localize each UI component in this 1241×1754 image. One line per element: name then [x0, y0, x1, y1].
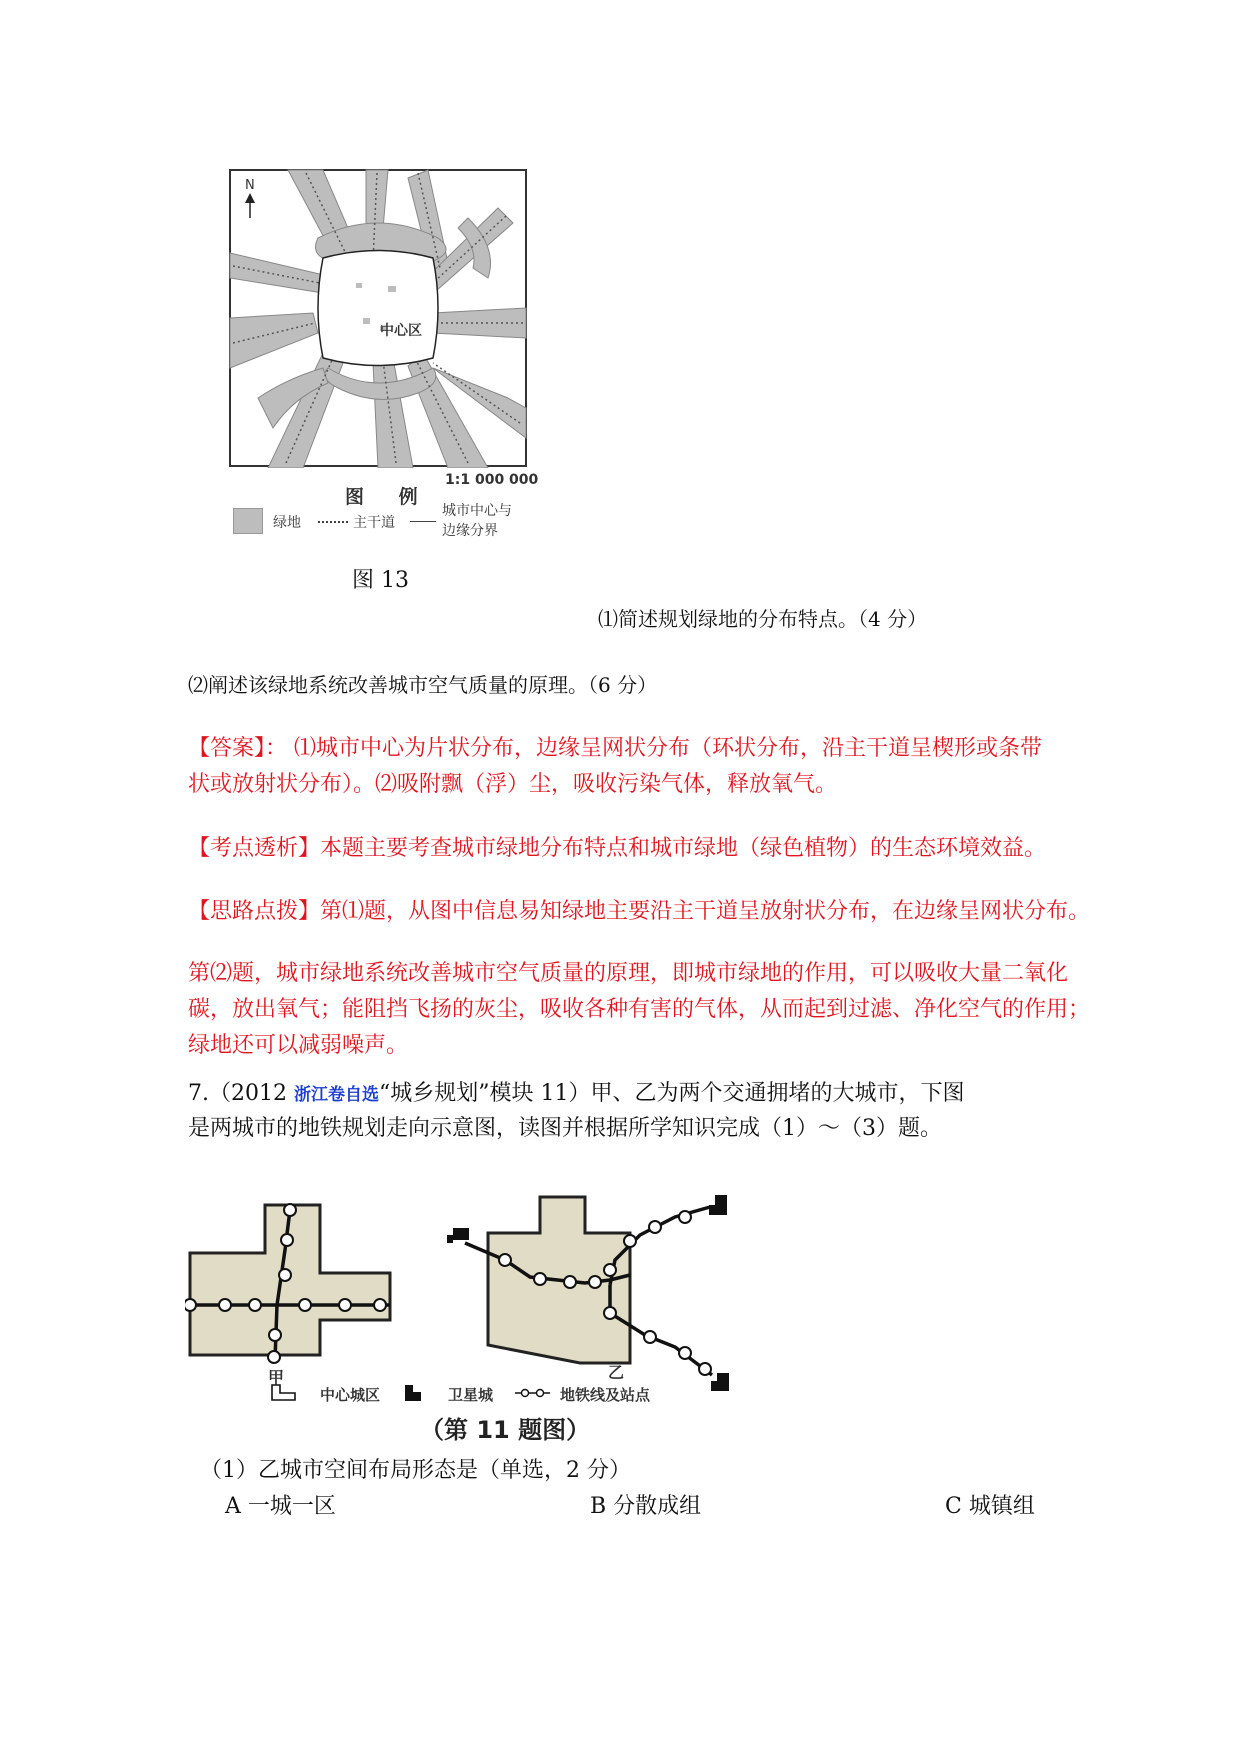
green-space-map — [228, 168, 528, 468]
figure11-caption: （第 11 题图） — [420, 1416, 591, 1444]
question-7-rest: “城乡规划”模块 11）甲、乙为两个交通拥堵的大城市，下图 — [378, 1081, 965, 1106]
boundary-legend-line — [410, 521, 436, 522]
explanation-line-1: 第⑵题，城市绿地系统改善城市空气质量的原理，即城市绿地的作用，可以吸收大量二氧化 — [188, 961, 1069, 986]
legend-metro-label: 地铁线及站点 — [560, 1386, 651, 1404]
city-a-label: 甲 — [268, 1368, 285, 1387]
center-area-label: 中心区 — [380, 323, 422, 339]
answer-line-2: 状或放射状分布）。⑵吸附飘（浮）尘，吸收污染气体，释放氧气。 — [188, 772, 838, 797]
question-7-source: 浙江卷自选 — [293, 1085, 379, 1105]
figure13-caption: 图 13 — [352, 568, 409, 593]
silu-hint: 【思路点拨】第⑴题，从图中信息易知绿地主要沿主干道呈放射状分布，在边缘呈网状分布。 — [188, 899, 1091, 924]
question-7-line-1 — [188, 1075, 964, 1114]
legend-center-label: 中心城区 — [320, 1386, 381, 1404]
question-1: ⑴简述规划绿地的分布特点。（4 分） — [598, 607, 928, 631]
road-legend-label: 主干道 — [353, 515, 395, 531]
explanation-line-3: 绿地还可以减弱噪声。 — [188, 1033, 409, 1058]
option-b: B 分散成组 — [590, 1494, 702, 1519]
option-c: C 城镇组 — [945, 1494, 1035, 1519]
map-scale: 1:1 000 000 — [445, 472, 539, 488]
explanation-line-2: 碳，放出氧气；能阻挡飞扬的灰尘，吸收各种有害的气体，从而起到过滤、净化空气的作用； — [188, 997, 1091, 1022]
boundary-legend-label-2: 边缘分界 — [442, 523, 498, 539]
legend-title: 图 例 — [345, 486, 432, 508]
legend-satellite-label: 卫星城 — [448, 1386, 494, 1404]
answer-line-1: 【答案】： ⑴城市中心为片状分布，边缘呈网状分布（环状分布，沿主干道呈楔形或条带 — [188, 736, 1042, 761]
question-7-line-2: 是两城市的地铁规划走向示意图，读图并根据所学知识完成（1）～（3）题。 — [188, 1116, 942, 1141]
city-b-label: 乙 — [608, 1363, 625, 1382]
north-label: N — [245, 178, 255, 193]
option-a: A 一城一区 — [225, 1494, 336, 1519]
question-2: ⑵阐述该绿地系统改善城市空气质量的原理。（6 分） — [188, 673, 658, 697]
kaodian-analysis: 【考点透析】本题主要考查城市绿地分布特点和城市绿地（绿色植物）的生态环境效益。 — [188, 836, 1047, 861]
sub-question-1: （1）乙城市空间布局形态是（单选，2 分） — [200, 1458, 631, 1483]
boundary-legend-label-1: 城市中心与 — [442, 503, 512, 519]
green-legend-label: 绿地 — [273, 515, 301, 531]
question-7-prefix: 7.（2012 — [188, 1081, 294, 1106]
green-legend-swatch — [233, 508, 263, 534]
road-legend-line — [318, 521, 348, 523]
